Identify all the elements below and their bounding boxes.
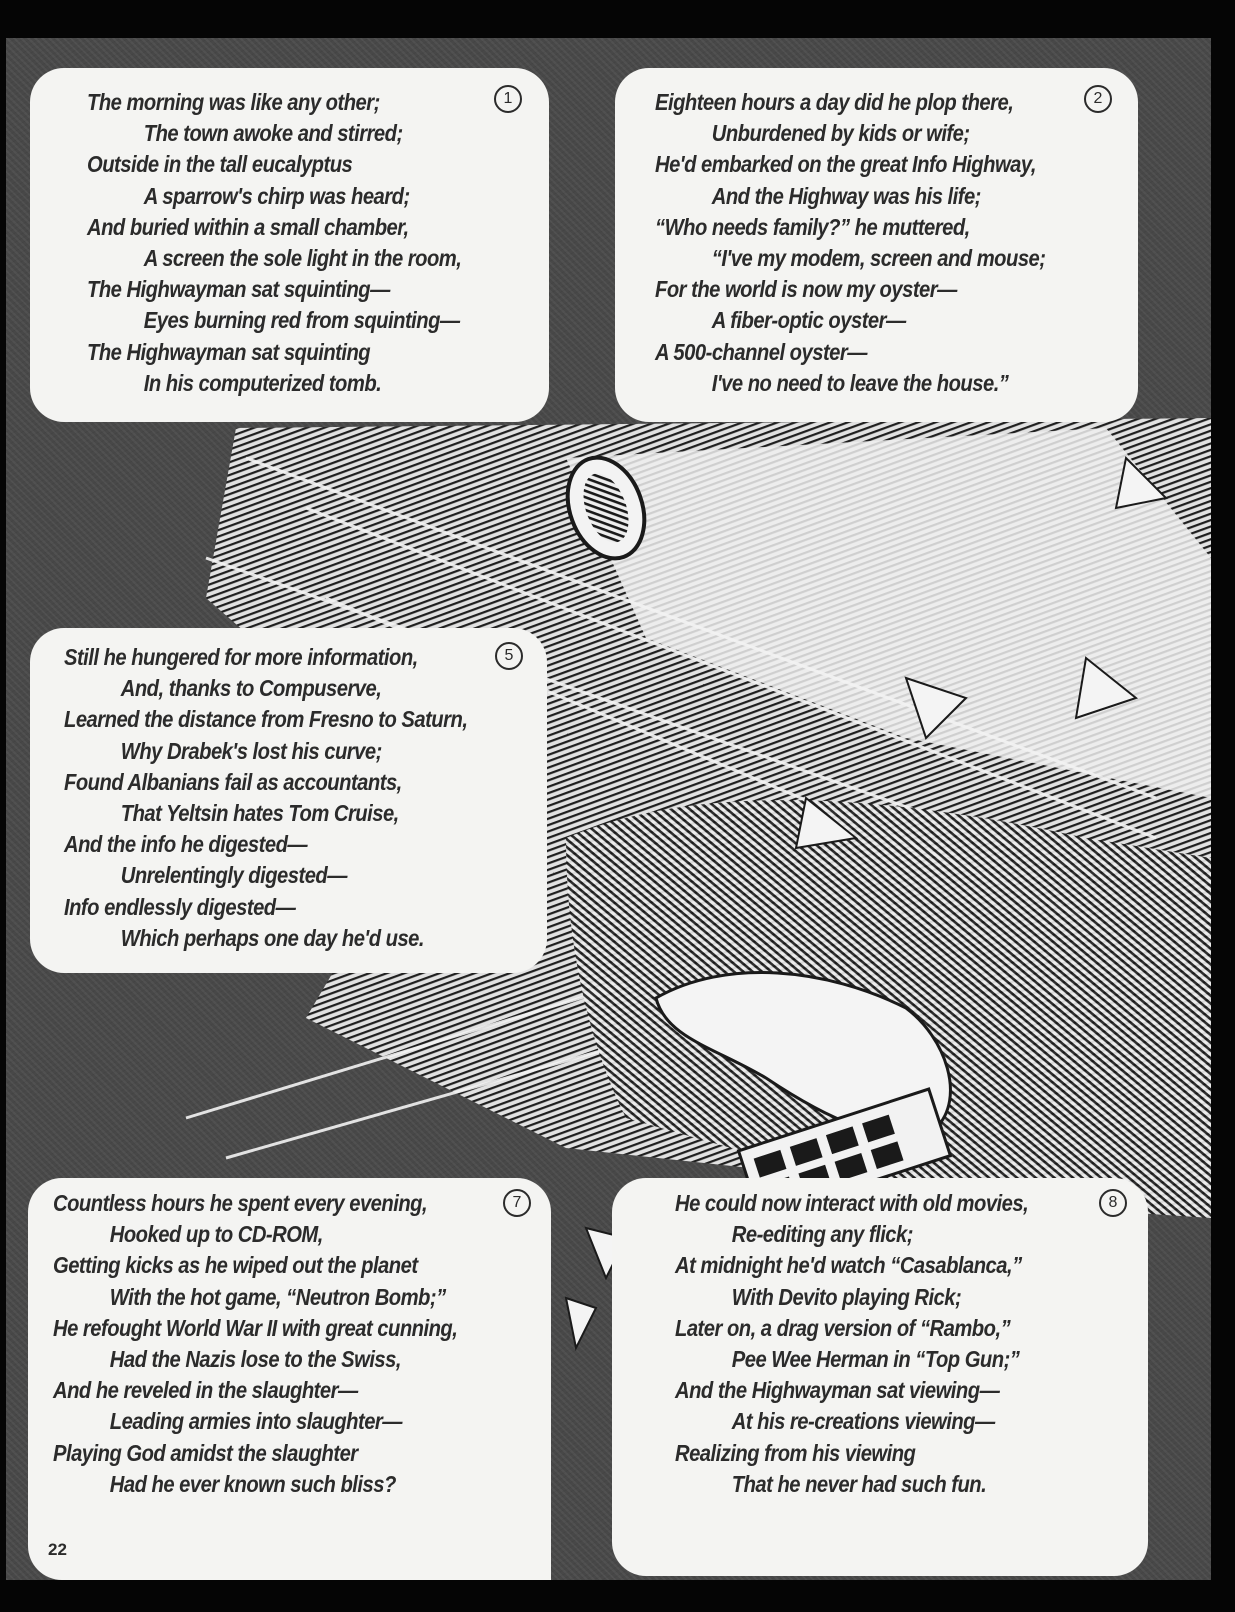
stanza-number-badge: 1 [494,85,522,113]
verse-line: Countless hours he spent every evening, [53,1190,428,1216]
verse-line: He refought World War II with great cunning, [53,1314,458,1341]
verse-line: For the world is now my oyster— [655,276,957,303]
verse-line: The town awoke and stirred; [143,120,403,147]
verse-line: Found Albanians fail as accountants, [64,768,402,795]
verse-line: He could now interact with old movies, [675,1190,1029,1216]
verse-line: A fiber-optic oyster— [711,307,906,334]
stanza-box-5 [30,628,547,973]
verse-line: With the hot game, “Neutron Bomb;” [109,1283,446,1310]
stanza-lines [87,87,461,399]
verse-line: Leading armies into slaughter— [109,1408,402,1435]
verse-line: At midnight he'd watch “Casablanca,” [675,1252,1022,1279]
verse-line: And the info he digested— [64,831,308,858]
verse-line: The Highwayman sat squinting— [87,276,390,303]
verse-line: In his computerized tomb. [143,369,382,396]
verse-line: I've no need to leave the house.” [711,369,1009,396]
verse-line: A screen the sole light in the room, [143,245,462,272]
verse-line: That he never had such fun. [731,1470,987,1497]
verse-line: Unrelentingly digested— [120,862,347,889]
verse-line: That Yeltsin hates Tom Cruise, [120,800,399,827]
verse-line: Why Drabek's lost his curve; [120,737,382,764]
verse-line: Eighteen hours a day did he plop there, [655,89,1014,115]
verse-line: Still he hungered for more information, [64,644,418,670]
verse-line: And, thanks to Compuserve, [120,675,382,702]
verse-line: Unburdened by kids or wife; [711,120,970,147]
stanza-box-7 [28,1178,551,1580]
verse-line: Realizing from his viewing [675,1439,916,1466]
verse-line: Learned the distance from Fresno to Saturn, [64,706,468,733]
stanza-box-8 [612,1178,1148,1576]
verse-line: Which perhaps one day he'd use. [120,924,425,951]
verse-line: Had he ever known such bliss? [109,1470,396,1497]
verse-line: At his re-creations viewing— [731,1408,995,1435]
verse-line: A sparrow's chirp was heard; [143,182,410,209]
verse-line: Eyes burning red from squinting— [143,307,460,334]
verse-line: The Highwayman sat squinting [87,338,371,365]
stanza-number-badge: 7 [503,1189,531,1217]
verse-line: And he reveled in the slaughter— [53,1377,358,1404]
stanza-box-1 [30,68,549,422]
stanza-lines [53,1188,457,1500]
verse-line: Hooked up to CD-ROM, [109,1221,323,1248]
page-number: 22 [48,1540,67,1559]
stanza-number-badge: 8 [1099,1189,1127,1217]
verse-line: “Who needs family?” he muttered, [655,213,970,240]
verse-line: A 500-channel oyster— [655,338,867,365]
stanza-box-2 [615,68,1138,422]
stanza-number-badge: 2 [1084,85,1112,113]
verse-line: With Devito playing Rick; [731,1283,962,1310]
verse-line: And the Highway was his life; [711,182,981,209]
verse-line: Outside in the tall eucalyptus [87,151,353,178]
verse-line: And the Highwayman sat viewing— [675,1377,1000,1404]
verse-line: And buried within a small chamber, [87,213,409,240]
verse-line: Re-editing any flick; [731,1221,913,1248]
verse-line: Pee Wee Herman in “Top Gun;” [731,1346,1020,1373]
verse-line: Getting kicks as he wiped out the planet [53,1252,418,1279]
verse-line: He'd embarked on the great Info Highway, [655,151,1036,178]
verse-line: The morning was like any other; [87,89,380,115]
stanza-lines [675,1188,1028,1500]
verse-line: Had the Nazis lose to the Swiss, [109,1346,401,1373]
verse-line: Later on, a drag version of “Rambo,” [675,1314,1011,1341]
page-frame [6,38,1211,1580]
stanza-lines [655,87,1045,399]
verse-line: Playing God amidst the slaughter [53,1439,358,1466]
stanza-lines [64,642,467,954]
verse-line: Info endlessly digested— [64,893,296,920]
stanza-number-badge: 5 [495,642,523,670]
verse-line: “I've my modem, screen and mouse; [711,245,1046,272]
